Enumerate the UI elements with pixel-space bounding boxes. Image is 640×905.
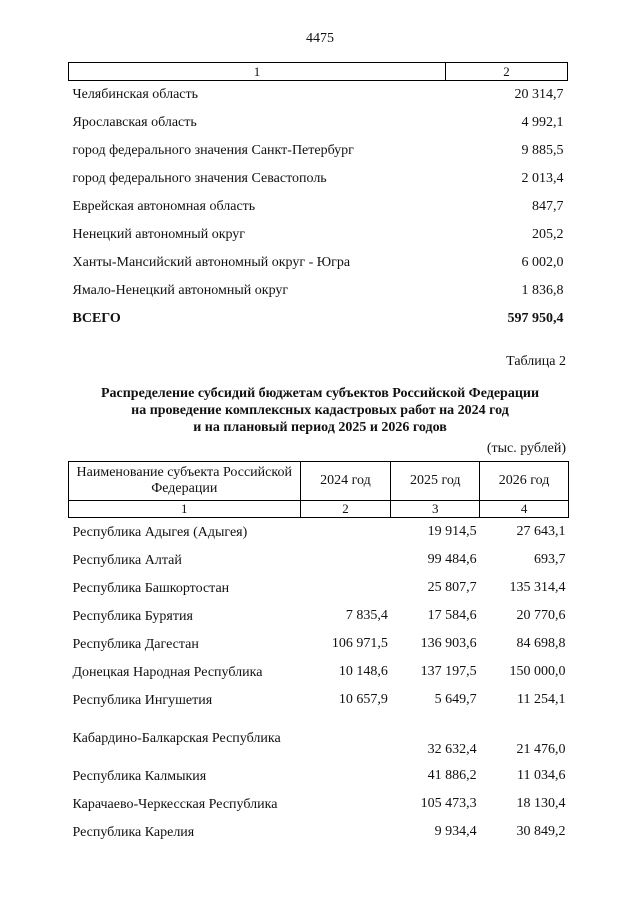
table-row — [69, 81, 568, 110]
region-value: 2 013,4 — [521, 171, 564, 186]
col-number-1: 1 — [69, 501, 301, 518]
page-number: 4475 — [306, 31, 334, 46]
subject-name: Кабардино-Балкарская Республика — [72, 730, 281, 746]
subject-name: Республика Дагестан — [72, 636, 199, 652]
region-name: город федерального значения Санкт-Петербург — [72, 143, 354, 158]
value-2025: 32 632,4 — [427, 742, 477, 757]
value-2026: 30 849,2 — [516, 824, 566, 839]
subject-name: Донецкая Народная Республика — [72, 664, 263, 680]
table-row — [69, 714, 569, 762]
value-2025: 99 484,6 — [427, 552, 477, 567]
total-value: 597 950,4 — [507, 311, 564, 326]
table-row — [69, 165, 568, 193]
table-row — [69, 602, 569, 630]
header-2026: 2026 год — [480, 462, 569, 501]
value-2024 — [300, 762, 391, 790]
title-line-1: Распределение субсидий бюджетам субъектов Российской Федерации — [100, 386, 540, 401]
units-label: (тыс. рублей) — [486, 441, 566, 456]
value-2024 — [300, 818, 391, 846]
value-2024 — [300, 518, 391, 547]
value-2025: 105 473,3 — [420, 796, 477, 811]
value-2025: 137 197,5 — [420, 664, 477, 679]
table-2 — [68, 461, 569, 846]
subject-name: Республика Калмыкия — [72, 768, 207, 784]
value-2025: 5 649,7 — [434, 692, 477, 707]
region-value: 847,7 — [532, 199, 564, 214]
value-2025: 136 903,6 — [420, 636, 477, 651]
subject-name: Республика Ингушетия — [72, 692, 213, 708]
table-2-title — [0, 385, 640, 436]
table-2-header-row — [69, 462, 569, 501]
table-2-label: Таблица 2 — [506, 354, 566, 369]
col-number-3: 3 — [391, 501, 480, 518]
region-name: город федерального значения Севастополь — [72, 171, 327, 186]
value-2025: 17 584,6 — [427, 608, 477, 623]
table-1-col-1-number: 1 — [69, 63, 446, 81]
total-label: ВСЕГО — [72, 311, 121, 326]
value-2024: 106 971,5 — [331, 636, 388, 651]
header-2025: 2025 год — [391, 462, 480, 501]
value-2026: 84 698,8 — [516, 636, 566, 651]
region-value: 20 314,7 — [514, 87, 564, 102]
value-2024: 7 835,4 — [345, 608, 388, 623]
subject-name: Республика Башкортостан — [72, 580, 230, 596]
region-name: Ханты-Мансийский автономный округ - Югра — [72, 255, 351, 270]
total-row — [69, 305, 568, 333]
value-2025: 41 886,2 — [427, 768, 477, 783]
title-line-3: и на плановый период 2025 и 2026 годов — [193, 420, 447, 435]
value-2026: 150 000,0 — [509, 664, 566, 679]
table-row — [69, 574, 569, 602]
table-row — [69, 686, 569, 714]
value-2024: 10 148,6 — [338, 664, 388, 679]
value-2026: 21 476,0 — [516, 742, 566, 757]
table-row — [69, 630, 569, 658]
region-name: Ярославская область — [72, 115, 197, 130]
table-2-column-numbers-row — [69, 501, 569, 518]
subject-name: Республика Адыгея (Адыгея) — [72, 524, 248, 540]
value-2026: 11 254,1 — [517, 692, 566, 707]
region-value: 6 002,0 — [521, 255, 564, 270]
table-row — [69, 790, 569, 818]
col-number-4: 4 — [480, 501, 569, 518]
table-row — [69, 762, 569, 790]
value-2026: 27 643,1 — [516, 524, 566, 539]
table-1-header-row — [69, 63, 568, 81]
value-2025: 9 934,4 — [434, 824, 477, 839]
region-name: Челябинская область — [72, 87, 198, 102]
table-row — [69, 109, 568, 137]
value-2026: 693,7 — [534, 552, 566, 567]
table-row — [69, 546, 569, 574]
subject-name: Республика Карелия — [72, 824, 195, 840]
value-2024: 10 657,9 — [338, 692, 388, 707]
table-row — [69, 277, 568, 305]
value-2024 — [300, 574, 391, 602]
value-2025: 25 807,7 — [427, 580, 477, 595]
region-value: 205,2 — [532, 227, 564, 242]
region-name: Еврейская автономная область — [72, 199, 256, 214]
table-row — [69, 818, 569, 846]
value-2026: 135 314,4 — [509, 580, 566, 595]
table-1-continuation — [68, 62, 568, 333]
table-row — [69, 221, 568, 249]
table-row — [69, 193, 568, 221]
value-2024 — [300, 714, 391, 762]
table-1-col-2-number: 2 — [446, 63, 568, 81]
value-2026: 20 770,6 — [516, 608, 566, 623]
value-2024 — [300, 546, 391, 574]
region-name: Ямало-Ненецкий автономный округ — [72, 283, 289, 298]
table-row — [69, 518, 569, 547]
value-2024 — [300, 790, 391, 818]
header-2024: 2024 год — [300, 462, 391, 501]
region-value: 9 885,5 — [521, 143, 564, 158]
subject-name: Республика Алтай — [72, 552, 182, 568]
subject-name: Карачаево-Черкесская Республика — [72, 796, 278, 812]
value-2025: 19 914,5 — [427, 524, 477, 539]
region-name: Ненецкий автономный округ — [72, 227, 246, 242]
table-row — [69, 137, 568, 165]
table-row — [69, 249, 568, 277]
col-number-2: 2 — [300, 501, 391, 518]
table-row — [69, 658, 569, 686]
subject-name: Республика Бурятия — [72, 608, 193, 624]
header-subject-name: Наименование субъекта Российской Федерации — [69, 462, 301, 501]
region-value: 1 836,8 — [521, 283, 564, 298]
value-2026: 18 130,4 — [516, 796, 566, 811]
region-value: 4 992,1 — [521, 115, 564, 130]
value-2026: 11 034,6 — [517, 768, 566, 783]
title-line-2: на проведение комплексных кадастровых работ на 2024 год — [131, 403, 509, 418]
